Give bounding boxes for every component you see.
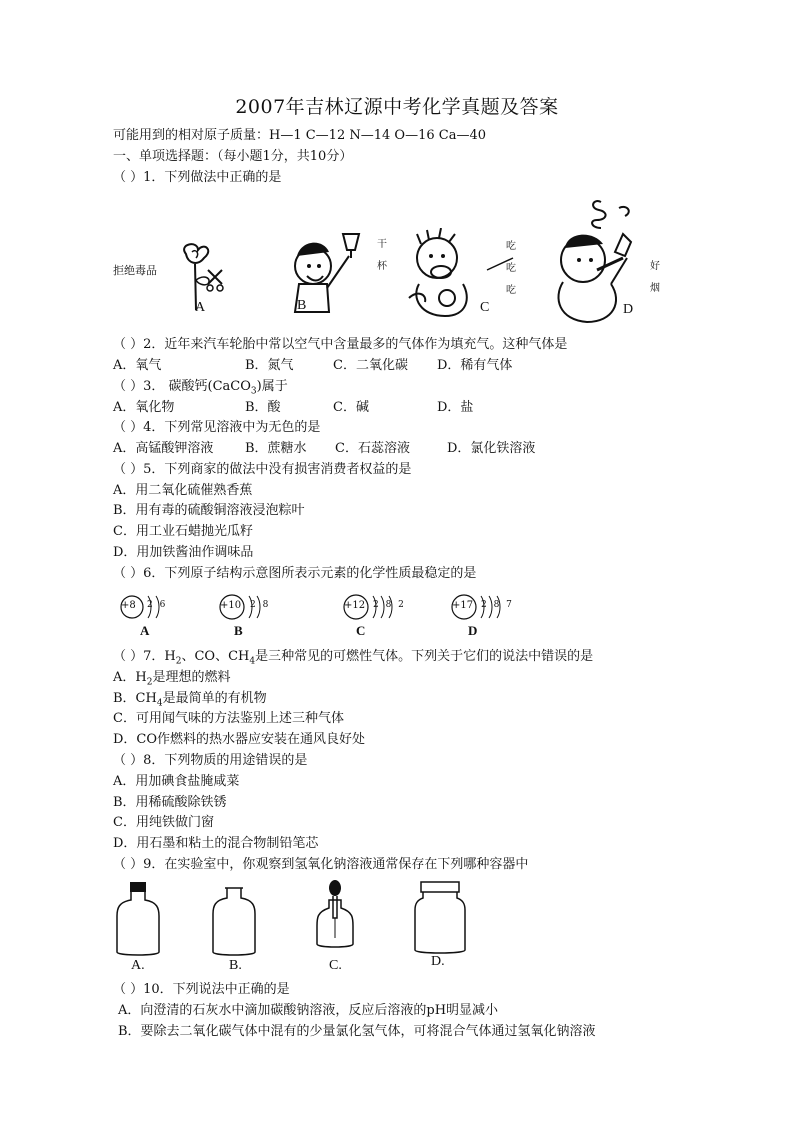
shells-b: 2 8 [250,600,271,610]
atom-label-c: C [356,623,366,638]
fig-text-b-2: 杯 [377,261,387,272]
question-2-stem: （ ）2．近年来汽车轮胎中常以空气中含量最多的气体作为填充气。这种气体是 [113,337,568,352]
option-b: B．用稀硫酸除铁锈 [113,795,227,810]
subscript: 4 [249,656,256,667]
question-2-options [113,357,512,375]
subscript: 2 [146,677,153,688]
fig-text-c-1: 吃 [506,241,516,252]
nucleus-a: +8 [121,600,136,611]
subscript: 3 [250,386,257,397]
question-8-stem: （ ）8．下列物质的用途错误的是 [113,753,308,768]
fig-text-no-drugs: 拒绝毒品 [113,264,157,277]
container-figures [113,878,473,973]
container-label-d: D. [431,954,445,969]
option-a [113,669,230,692]
option-b: B．要除去二氧化碳气体中混有的少量氯化氢气体，可将混合气体通过氢氧化钠溶液 [118,1024,596,1039]
section-heading: 一、单项选择题：（每小题1分，共10分） [113,149,353,164]
option-text: A．H [113,670,147,685]
fig-text-d-1: 好 [650,261,660,272]
option-b: B．酸 [245,400,281,415]
option-a: A．用二氧化硫催熟香蕉 [113,483,253,498]
option-d: D．用加铁酱油作调味品 [113,545,254,560]
option-c: C．石蕊溶液 [335,441,410,456]
bottle-a-icon [113,878,163,958]
option-d: D．用石墨和粘土的混合物制铅笔芯 [113,836,319,851]
fig-label-d: D [623,302,634,317]
atom-diagrams [118,590,518,640]
stem-text: 是三种常见的可燃性气体。下列关于它们的说法中错误的是 [255,649,594,664]
stem-text-end: )属于 [256,379,288,394]
option-c: C．用工业石蜡抛光瓜籽 [113,524,253,539]
stem-text: 、CO、CH [181,649,250,664]
atom-label-d: D [468,623,478,638]
subscript: 2 [175,656,182,667]
bottle-b-icon [209,878,259,958]
option-text: 是理想的燃料 [152,670,231,685]
option-c: C．用纯铁做门窗 [113,815,214,830]
option-d: D．盐 [437,400,474,415]
atom-label-a: A [140,623,150,638]
container-label-a: A. [131,958,145,973]
nucleus-d: +17 [452,600,474,611]
question-10-stem: （ ）10．下列说法中正确的是 [113,982,290,997]
fig-label-c: C [480,300,490,315]
question-9-stem: （ ）9．在实验室中，你观察到氢氧化钠溶液通常保存在下列哪种容器中 [113,857,529,872]
option-a: A．用加碘食盐腌咸菜 [113,774,240,789]
fig-text-c-3: 吃 [506,285,516,296]
option-c: C．碱 [333,400,369,415]
option-text: B．CH [113,691,157,706]
wide-mouth-jar-icon [413,878,467,958]
fig-text-d-2: 烟 [650,283,660,294]
question-4-options [113,440,535,458]
question-4-stem: （ ）4．下列常见溶液中为无色的是 [113,420,321,435]
question-1-figure [113,198,673,328]
shells-c: 2 8 2 [373,600,406,610]
option-text: 是最简单的有机物 [162,691,267,706]
option-a: A．向澄清的石灰水中滴加碳酸钠溶液，反应后溶液的pH明显减小 [118,1003,499,1018]
fig-text-c-2: 吃 [506,263,516,274]
shells-a: 2 6 [147,600,168,610]
atom-label-b: B [234,623,243,638]
option-c: C．二氧化碳 [333,358,408,373]
nucleus-b: +10 [220,600,242,611]
option-b: B．用有毒的硫酸铜溶液浸泡粽叶 [113,503,305,518]
stem-text: （ ）7．H [113,649,176,664]
atomic-masses: 可能用到的相对原子质量：H—1 C—12 N—14 O—16 Ca—40 [113,128,486,143]
container-label-b: B. [229,958,242,973]
fig-label-b: B [297,298,307,313]
fig-label-a: A [195,300,206,315]
smoking-illustration [553,198,653,324]
question-7-stem [113,648,593,671]
question-1-stem: （ ）1．下列做法中正确的是 [113,170,282,185]
nucleus-c: +12 [344,600,366,611]
stem-text: （ ）3． 碳酸钙(CaCO [113,379,251,394]
page-title: 2007年吉林辽源中考化学真题及答案 [235,96,559,118]
question-3-options [113,399,473,417]
question-5-stem: （ ）5．下列商家的做法中没有损害消费者权益的是 [113,462,412,477]
container-label-c: C. [329,958,342,973]
option-a: A．氧化物 [113,400,175,415]
question-6-stem: （ ）6．下列原子结构示意图所表示元素的化学性质最稳定的是 [113,566,477,581]
question-3-stem [113,378,288,401]
dropper-bottle-icon [313,878,357,958]
option-c: C．可用闻气味的方法鉴别上述三种气体 [113,711,344,726]
option-d: D．稀有气体 [437,358,513,373]
fig-text-b-1: 干 [377,239,387,250]
option-b: B．蔗糖水 [245,441,307,456]
overeating-illustration [401,228,491,320]
option-d: D．CO作燃料的热水器应安装在通风良好处 [113,732,366,747]
subscript: 4 [156,698,163,709]
option-a: A．高锰酸钾溶液 [113,441,214,456]
option-a: A．氧气 [113,358,162,373]
option-d: D．氯化铁溶液 [447,441,536,456]
shells-d: 2 8 7 [481,600,514,610]
option-b: B．氮气 [245,358,294,373]
